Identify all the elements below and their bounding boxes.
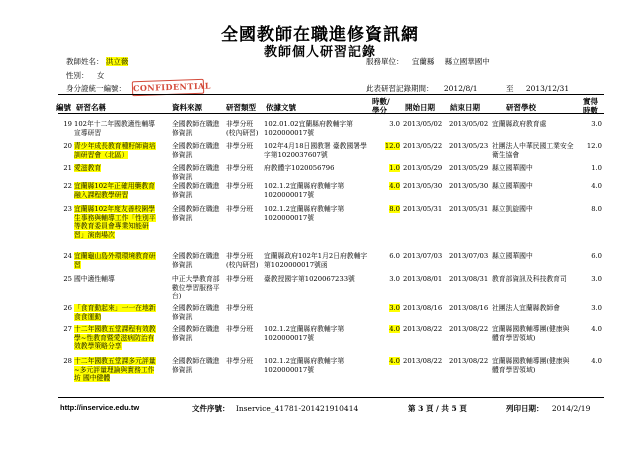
row-doc: 102年4月18日國教署 臺教國署學字第1020037607號 [264, 142, 367, 159]
row-source: 全國教師在職進修資訊 [172, 357, 220, 374]
name-label: 教師姓名： [66, 57, 104, 66]
row-start: 2013/05/29 [403, 164, 443, 172]
row-no: 24 [63, 252, 72, 260]
row-credit: 4.0 [591, 325, 602, 333]
row-credit: 12.0 [586, 142, 602, 150]
row-name: 青少年成長教育種籽師資培訓研習會（北區） [74, 142, 156, 159]
col-no: 編號 [56, 103, 71, 112]
row-school: 社團法人中華民國工業安全衛生協會 [492, 142, 574, 159]
print-date: 2014/2/19 [551, 404, 591, 413]
col-start: 開始日期 [405, 103, 435, 112]
print-label: 列印日期： [506, 404, 544, 413]
row-type: 非學分班 [226, 205, 254, 213]
row-doc: 臺教授國字第1020067233號 [264, 275, 355, 283]
row-school: 縣立國華國中 [492, 164, 533, 172]
row-source: 全國教師在職進修資訊 [172, 304, 220, 321]
row-source: 全國教師在職進修資訊 [172, 120, 220, 137]
row-end: 2013/08/22 [449, 325, 489, 333]
row-hours: 4.0 [389, 357, 400, 365]
table-header-rule [58, 113, 604, 114]
table-bottom-rule [58, 397, 604, 398]
col-hours-line2: 學分 [372, 106, 387, 115]
site-title: 全國教師在職進修資訊網 [221, 25, 419, 45]
row-school: 宜蘭縣政府教育處 [492, 120, 547, 128]
row-name: 102年十二年國教適性輔導宣導研習 [74, 120, 155, 137]
row-credit: 6.0 [591, 252, 602, 260]
row-hours: 1.0 [389, 164, 400, 172]
row-school: 社團法人宜蘭縣教師會 [492, 304, 560, 312]
row-doc: 102.1.2宜蘭縣府教輔字第1020000017號 [264, 357, 345, 374]
row-no: 25 [63, 275, 72, 283]
row-credit: 8.0 [591, 205, 602, 213]
row-doc: 府教體字1020056796 [264, 164, 335, 172]
row-hours: 4.0 [389, 182, 400, 190]
row-school: 教育部資訊及科技教育司 [492, 275, 567, 283]
row-start: 2013/05/30 [403, 182, 443, 190]
row-no: 28 [63, 357, 72, 365]
row-hours: 6.0 [389, 252, 400, 260]
unit-row [366, 56, 490, 67]
row-start: 2013/08/16 [403, 304, 443, 312]
row-end: 2013/08/16 [449, 304, 489, 312]
row-end: 2013/05/30 [449, 182, 489, 190]
row-name: 十二年國教五堂課多元評量~多元評量理論與實務工作坊 國中健體 [74, 357, 156, 382]
row-credit: 3.0 [591, 304, 602, 312]
row-doc: 102.01.02宜蘭縣府教輔字第1020000017號 [264, 120, 353, 137]
row-type: 非學分班 [226, 304, 254, 312]
row-type: 非學分班 [226, 164, 254, 172]
gender-value: 女 [96, 71, 105, 80]
period-label: 此表研習記錄期間： [366, 84, 434, 93]
row-end: 2013/05/02 [449, 120, 489, 128]
col-credit-line1: 實得 [583, 97, 598, 106]
row-doc: 宜蘭縣政府102年1月2日府教輔字第1020000017號函 [264, 252, 368, 269]
row-end: 2013/05/29 [449, 164, 489, 172]
row-type: 非學分班(校內研習) [226, 120, 259, 137]
period-sep: 至 [505, 84, 514, 93]
row-start: 2013/07/03 [403, 252, 443, 260]
unit-school: 縣立國華國中 [444, 57, 490, 66]
row-credit: 4.0 [591, 357, 602, 365]
row-source: 全國教師在職進修資訊 [172, 164, 220, 181]
row-source: 全國教師在職進修資訊 [172, 325, 220, 342]
row-school: 宜蘭縣國教輔導團(健康與體育學習領域) [492, 325, 570, 342]
row-no: 26 [63, 304, 72, 312]
row-source: 全國教師在職進修資訊 [172, 182, 220, 199]
row-start: 2013/05/02 [403, 120, 443, 128]
row-no: 23 [63, 205, 72, 213]
row-hours: 8.0 [389, 205, 400, 213]
row-source: 全國教師在職進修資訊 [172, 205, 220, 222]
row-no: 22 [63, 182, 72, 190]
col-hours-line1: 時數/ [372, 97, 390, 106]
row-credit: 4.0 [591, 182, 602, 190]
row-name: 國中適性輔導 [74, 275, 115, 283]
row-credit: 3.0 [591, 120, 602, 128]
col-school: 研習學校 [506, 103, 536, 112]
row-hours: 3.0 [389, 120, 400, 128]
table-row [58, 355, 604, 385]
row-source: 全國教師在職進修資訊 [172, 142, 220, 159]
period-end: 2013/12/31 [525, 84, 570, 93]
row-end: 2013/07/03 [449, 252, 489, 260]
row-doc: 102.1.2宜蘭縣府教輔字第1020000017號 [264, 182, 345, 199]
row-start: 2013/08/22 [403, 357, 443, 365]
row-doc: 102.1.2宜蘭縣府教輔字第1020000017號 [264, 205, 345, 222]
row-end: 2013/05/31 [449, 205, 489, 213]
row-start: 2013/08/01 [403, 275, 443, 283]
doc-label: 文件序號： [192, 404, 230, 413]
row-credit: 3.0 [591, 275, 602, 283]
page-indicator: 第 3 頁 / 共 5 頁 [408, 404, 467, 413]
row-hours: 12.0 [384, 142, 400, 150]
row-name: 十二年國教五堂課程有效教學~性教育暨愛滋病防治有效教學策略分享 [74, 325, 156, 350]
table-row [58, 273, 604, 303]
row-credit: 1.0 [591, 164, 602, 172]
row-name: 宜蘭縣102年度友善校園學生事務與輔導工作「性別平等教育委員會專業知能研習」演南場次 [74, 205, 156, 239]
row-name: 宜蘭龜山島外環環境教育研習 [74, 252, 156, 269]
col-doc: 依據文號 [266, 103, 296, 112]
row-school: 宜蘭縣國教輔導團(健康與體育學習領域) [492, 357, 570, 374]
row-start: 2013/05/22 [403, 142, 443, 150]
teacher-name: 洪立薇 [105, 57, 129, 66]
row-hours: 4.0 [389, 325, 400, 333]
row-type: 非學分班(校內研習) [226, 252, 259, 269]
col-credit-line2: 時數 [583, 106, 598, 115]
period-start: 2012/8/1 [443, 84, 478, 93]
col-type: 研習類型 [226, 103, 256, 112]
row-name: 宜蘭縣102年正確用藥教育融入課程教學研習 [74, 182, 155, 199]
footer-doc [192, 403, 358, 414]
table-row [58, 203, 604, 253]
row-school: 縣立國華國中 [492, 182, 533, 190]
row-type: 非學分班 [226, 142, 254, 150]
col-name: 研習名稱 [76, 103, 106, 112]
row-end: 2013/08/31 [449, 275, 489, 283]
record-title: 教師個人研習記錄 [263, 45, 376, 60]
row-type: 非學分班 [226, 275, 254, 283]
row-end: 2013/08/22 [449, 357, 489, 365]
row-no: 20 [63, 142, 72, 150]
row-no: 27 [63, 325, 72, 333]
table-row [58, 323, 604, 353]
row-start: 2013/08/22 [403, 325, 443, 333]
row-end: 2013/05/23 [449, 142, 489, 150]
confidential-stamp: CONFIDENTIAL [132, 79, 204, 97]
col-end: 結束日期 [450, 103, 480, 112]
row-hours: 3.0 [389, 275, 400, 283]
unit-label: 服務單位： [366, 57, 404, 66]
row-name: 愛滋教育 [74, 164, 102, 172]
row-type: 非學分班 [226, 357, 254, 365]
footer-print [506, 403, 590, 414]
row-no: 19 [63, 120, 72, 128]
row-no: 21 [63, 164, 72, 172]
unit-county: 宜蘭縣 [411, 57, 435, 66]
row-hours: 3.0 [389, 304, 400, 312]
row-start: 2013/05/31 [403, 205, 443, 213]
row-name: 「食育動起來」一一在地新食食運動 [74, 304, 156, 321]
doc-number: Inservice_41781-201421910414 [235, 404, 359, 413]
row-source: 中正大學教育部數位學習服務平台) [172, 275, 220, 300]
id-label: 身分證統一編號： [66, 84, 126, 93]
table-top-rule [58, 94, 604, 95]
row-doc: 102.1.2宜蘭縣府教輔字第1020000017號 [264, 325, 345, 342]
period-row [366, 83, 569, 94]
teacher-name-row [66, 56, 128, 67]
row-type: 非學分班 [226, 182, 254, 190]
row-school: 縣立國華國中 [492, 252, 533, 260]
row-source: 全國教師在職進修資訊 [172, 252, 220, 269]
row-school: 縣立凱旋國中 [492, 205, 533, 213]
gender-row [66, 70, 104, 81]
footer-url[interactable]: http://inservice.edu.tw [60, 403, 140, 412]
row-type: 非學分班 [226, 325, 254, 333]
col-source: 資料來源 [172, 103, 202, 112]
gender-label: 性別： [66, 71, 89, 80]
